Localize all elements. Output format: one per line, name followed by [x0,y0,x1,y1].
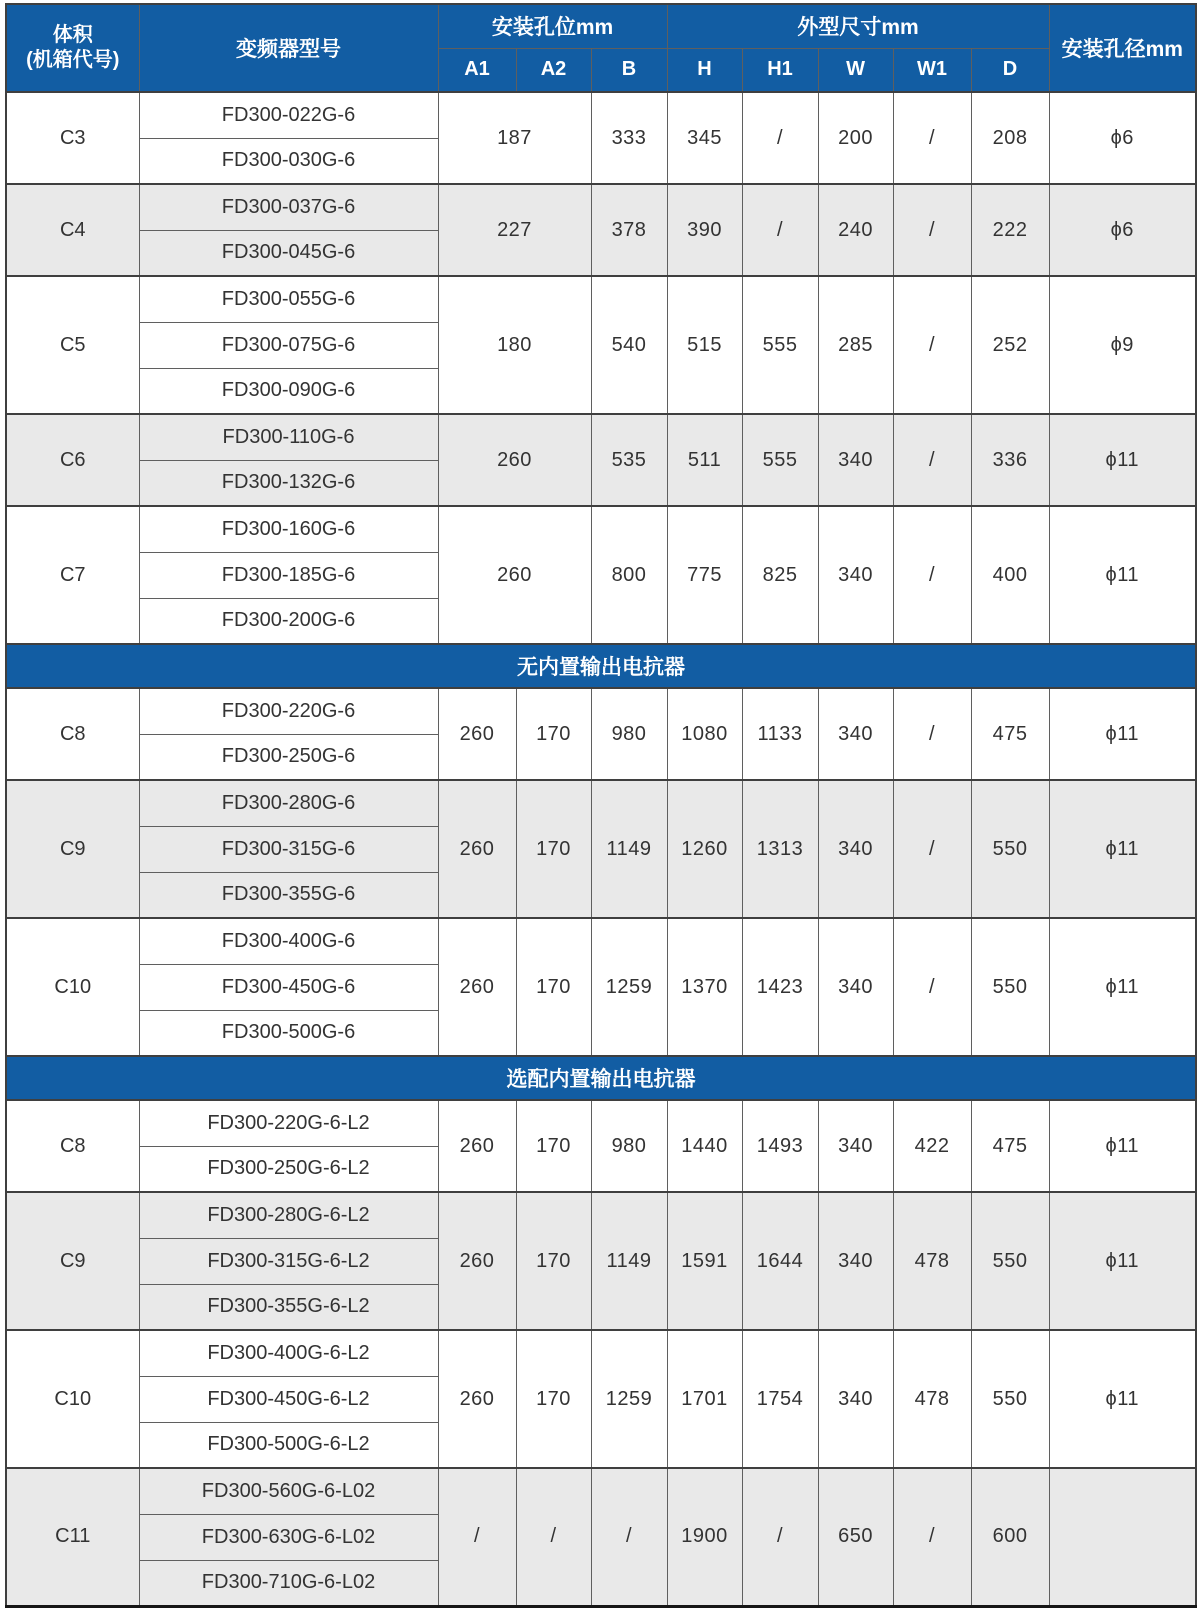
volume-cell: C7 [6,506,139,644]
table-row [6,688,1196,734]
header-volume [6,4,139,92]
model-cell: FD300-030G-6 [139,138,438,184]
h1-cell: 1423 [742,918,818,1056]
a2-cell: 170 [516,1330,591,1468]
a1-cell: 260 [438,688,516,780]
model-cell: FD300-250G-6 [139,734,438,780]
h1-cell: 1133 [742,688,818,780]
h1-cell: 555 [742,276,818,414]
a1-cell: 260 [438,1192,516,1330]
d-cell: 208 [971,92,1049,184]
w-cell: 200 [818,92,893,184]
h-cell: 1260 [667,780,742,918]
h-cell: 511 [667,414,742,506]
volume-cell: C5 [6,276,139,414]
w1-cell: / [893,92,971,184]
model-cell: FD300-132G-6 [139,460,438,506]
a2-cell: / [516,1468,591,1606]
header-dimensions: 外型尺寸mm [667,4,1049,48]
d-cell: 475 [971,688,1049,780]
w1-cell: / [893,780,971,918]
volume-cell: C8 [6,688,139,780]
model-cell: FD300-200G-6 [139,598,438,644]
diameter-cell: ϕ11 [1049,414,1196,506]
w-cell: 340 [818,1330,893,1468]
h-cell: 1370 [667,918,742,1056]
model-cell: FD300-055G-6 [139,276,438,322]
diameter-cell: ϕ9 [1049,276,1196,414]
w-cell: 285 [818,276,893,414]
volume-cell: C4 [6,184,139,276]
w-cell: 340 [818,414,893,506]
model-cell: FD300-110G-6 [139,414,438,460]
table-body [6,92,1196,1606]
b-cell: 1259 [591,918,667,1056]
header-sub-h: H [667,48,742,92]
a1a2-cell: 187 [438,92,591,184]
w1-cell: / [893,506,971,644]
d-cell: 252 [971,276,1049,414]
d-cell: 550 [971,1192,1049,1330]
diameter-cell: ϕ11 [1049,688,1196,780]
w1-cell: / [893,276,971,414]
header-sub-d: D [971,48,1049,92]
model-cell: FD300-315G-6-L2 [139,1238,438,1284]
a2-cell: 170 [516,918,591,1056]
d-cell: 550 [971,780,1049,918]
a1-cell: 260 [438,918,516,1056]
h1-cell: / [742,1468,818,1606]
section-banner: 无内置输出电抗器 [6,644,1196,688]
model-cell: FD300-250G-6-L2 [139,1146,438,1192]
table-header [6,4,1196,92]
w-cell: 240 [818,184,893,276]
header-sub-h1: H1 [742,48,818,92]
w1-cell: 422 [893,1100,971,1192]
h-cell: 515 [667,276,742,414]
header-volume-line2: (机箱代号) [26,49,120,71]
d-cell: 222 [971,184,1049,276]
a1a2-cell: 180 [438,276,591,414]
table-row [6,276,1196,322]
model-cell: FD300-037G-6 [139,184,438,230]
section-banner: 选配内置输出电抗器 [6,1056,1196,1100]
a1a2-cell: 260 [438,506,591,644]
h-cell: 345 [667,92,742,184]
a1a2-cell: 260 [438,414,591,506]
a1-cell: / [438,1468,516,1606]
h-cell: 1701 [667,1330,742,1468]
volume-cell: C10 [6,1330,139,1468]
d-cell: 550 [971,1330,1049,1468]
b-cell: 333 [591,92,667,184]
table-row [6,506,1196,552]
model-cell: FD300-400G-6-L2 [139,1330,438,1376]
model-cell: FD300-315G-6 [139,826,438,872]
header-sub-w: W [818,48,893,92]
header-hole-diameter: 安装孔径mm [1049,4,1196,92]
w-cell: 340 [818,780,893,918]
model-cell: FD300-160G-6 [139,506,438,552]
a1-cell: 260 [438,1100,516,1192]
diameter-cell: ϕ11 [1049,1100,1196,1192]
section-banner-row [6,644,1196,688]
a1a2-cell: 227 [438,184,591,276]
w1-cell: / [893,1468,971,1606]
volume-cell: C11 [6,1468,139,1606]
h1-cell: 825 [742,506,818,644]
table-row [6,414,1196,460]
b-cell: 1259 [591,1330,667,1468]
model-cell: FD300-090G-6 [139,368,438,414]
a2-cell: 170 [516,1100,591,1192]
section-banner-row [6,1056,1196,1100]
b-cell: / [591,1468,667,1606]
diameter-cell: ϕ6 [1049,92,1196,184]
table-row [6,1468,1196,1514]
h1-cell: 1313 [742,780,818,918]
model-cell: FD300-355G-6 [139,872,438,918]
model-cell: FD300-355G-6-L2 [139,1284,438,1330]
h-cell: 775 [667,506,742,644]
d-cell: 400 [971,506,1049,644]
w-cell: 650 [818,1468,893,1606]
diameter-cell [1049,1468,1196,1606]
table-row [6,1100,1196,1146]
diameter-cell: ϕ11 [1049,1330,1196,1468]
model-cell: FD300-220G-6 [139,688,438,734]
w1-cell: / [893,414,971,506]
b-cell: 980 [591,688,667,780]
model-cell: FD300-630G-6-L02 [139,1514,438,1560]
diameter-cell: ϕ11 [1049,918,1196,1056]
a1-cell: 260 [438,1330,516,1468]
w-cell: 340 [818,918,893,1056]
w-cell: 340 [818,1100,893,1192]
h1-cell: / [742,92,818,184]
h-cell: 390 [667,184,742,276]
table-row [6,92,1196,138]
header-mount-holes: 安装孔位mm [438,4,667,48]
w-cell: 340 [818,688,893,780]
d-cell: 336 [971,414,1049,506]
header-sub-a2: A2 [516,48,591,92]
w-cell: 340 [818,506,893,644]
table-row [6,184,1196,230]
model-cell: FD300-400G-6 [139,918,438,964]
diameter-cell: ϕ11 [1049,1192,1196,1330]
volume-cell: C8 [6,1100,139,1192]
header-sub-w1: W1 [893,48,971,92]
model-cell: FD300-022G-6 [139,92,438,138]
volume-cell: C9 [6,1192,139,1330]
model-cell: FD300-280G-6-L2 [139,1192,438,1238]
h-cell: 1080 [667,688,742,780]
h-cell: 1440 [667,1100,742,1192]
model-cell: FD300-450G-6-L2 [139,1376,438,1422]
header-sub-b: B [591,48,667,92]
model-cell: FD300-710G-6-L02 [139,1560,438,1606]
h-cell: 1591 [667,1192,742,1330]
h1-cell: 1644 [742,1192,818,1330]
b-cell: 800 [591,506,667,644]
header-model: 变频器型号 [139,4,438,92]
model-cell: FD300-280G-6 [139,780,438,826]
model-cell: FD300-450G-6 [139,964,438,1010]
volume-cell: C6 [6,414,139,506]
volume-cell: C3 [6,92,139,184]
h-cell: 1900 [667,1468,742,1606]
table-row [6,780,1196,826]
a2-cell: 170 [516,1192,591,1330]
a1-cell: 260 [438,780,516,918]
table-row [6,918,1196,964]
diameter-cell: ϕ11 [1049,780,1196,918]
d-cell: 475 [971,1100,1049,1192]
d-cell: 600 [971,1468,1049,1606]
w1-cell: 478 [893,1330,971,1468]
model-cell: FD300-045G-6 [139,230,438,276]
d-cell: 550 [971,918,1049,1056]
w1-cell: 478 [893,1192,971,1330]
w-cell: 340 [818,1192,893,1330]
h1-cell: / [742,184,818,276]
model-cell: FD300-560G-6-L02 [139,1468,438,1514]
table-row [6,1330,1196,1376]
model-cell: FD300-220G-6-L2 [139,1100,438,1146]
a2-cell: 170 [516,688,591,780]
model-cell: FD300-500G-6 [139,1010,438,1056]
b-cell: 1149 [591,1192,667,1330]
header-sub-a1: A1 [438,48,516,92]
b-cell: 535 [591,414,667,506]
b-cell: 540 [591,276,667,414]
model-cell: FD300-075G-6 [139,322,438,368]
h1-cell: 555 [742,414,818,506]
w1-cell: / [893,688,971,780]
table-row [6,1192,1196,1238]
model-cell: FD300-185G-6 [139,552,438,598]
volume-cell: C10 [6,918,139,1056]
header-volume-line1: 体积 [52,24,93,46]
w1-cell: / [893,184,971,276]
diameter-cell: ϕ6 [1049,184,1196,276]
volume-cell: C9 [6,780,139,918]
w1-cell: / [893,918,971,1056]
diameter-cell: ϕ11 [1049,506,1196,644]
b-cell: 980 [591,1100,667,1192]
b-cell: 378 [591,184,667,276]
model-cell: FD300-500G-6-L2 [139,1422,438,1468]
h1-cell: 1493 [742,1100,818,1192]
a2-cell: 170 [516,780,591,918]
b-cell: 1149 [591,780,667,918]
inverter-dimension-table [5,3,1197,1608]
h1-cell: 1754 [742,1330,818,1468]
